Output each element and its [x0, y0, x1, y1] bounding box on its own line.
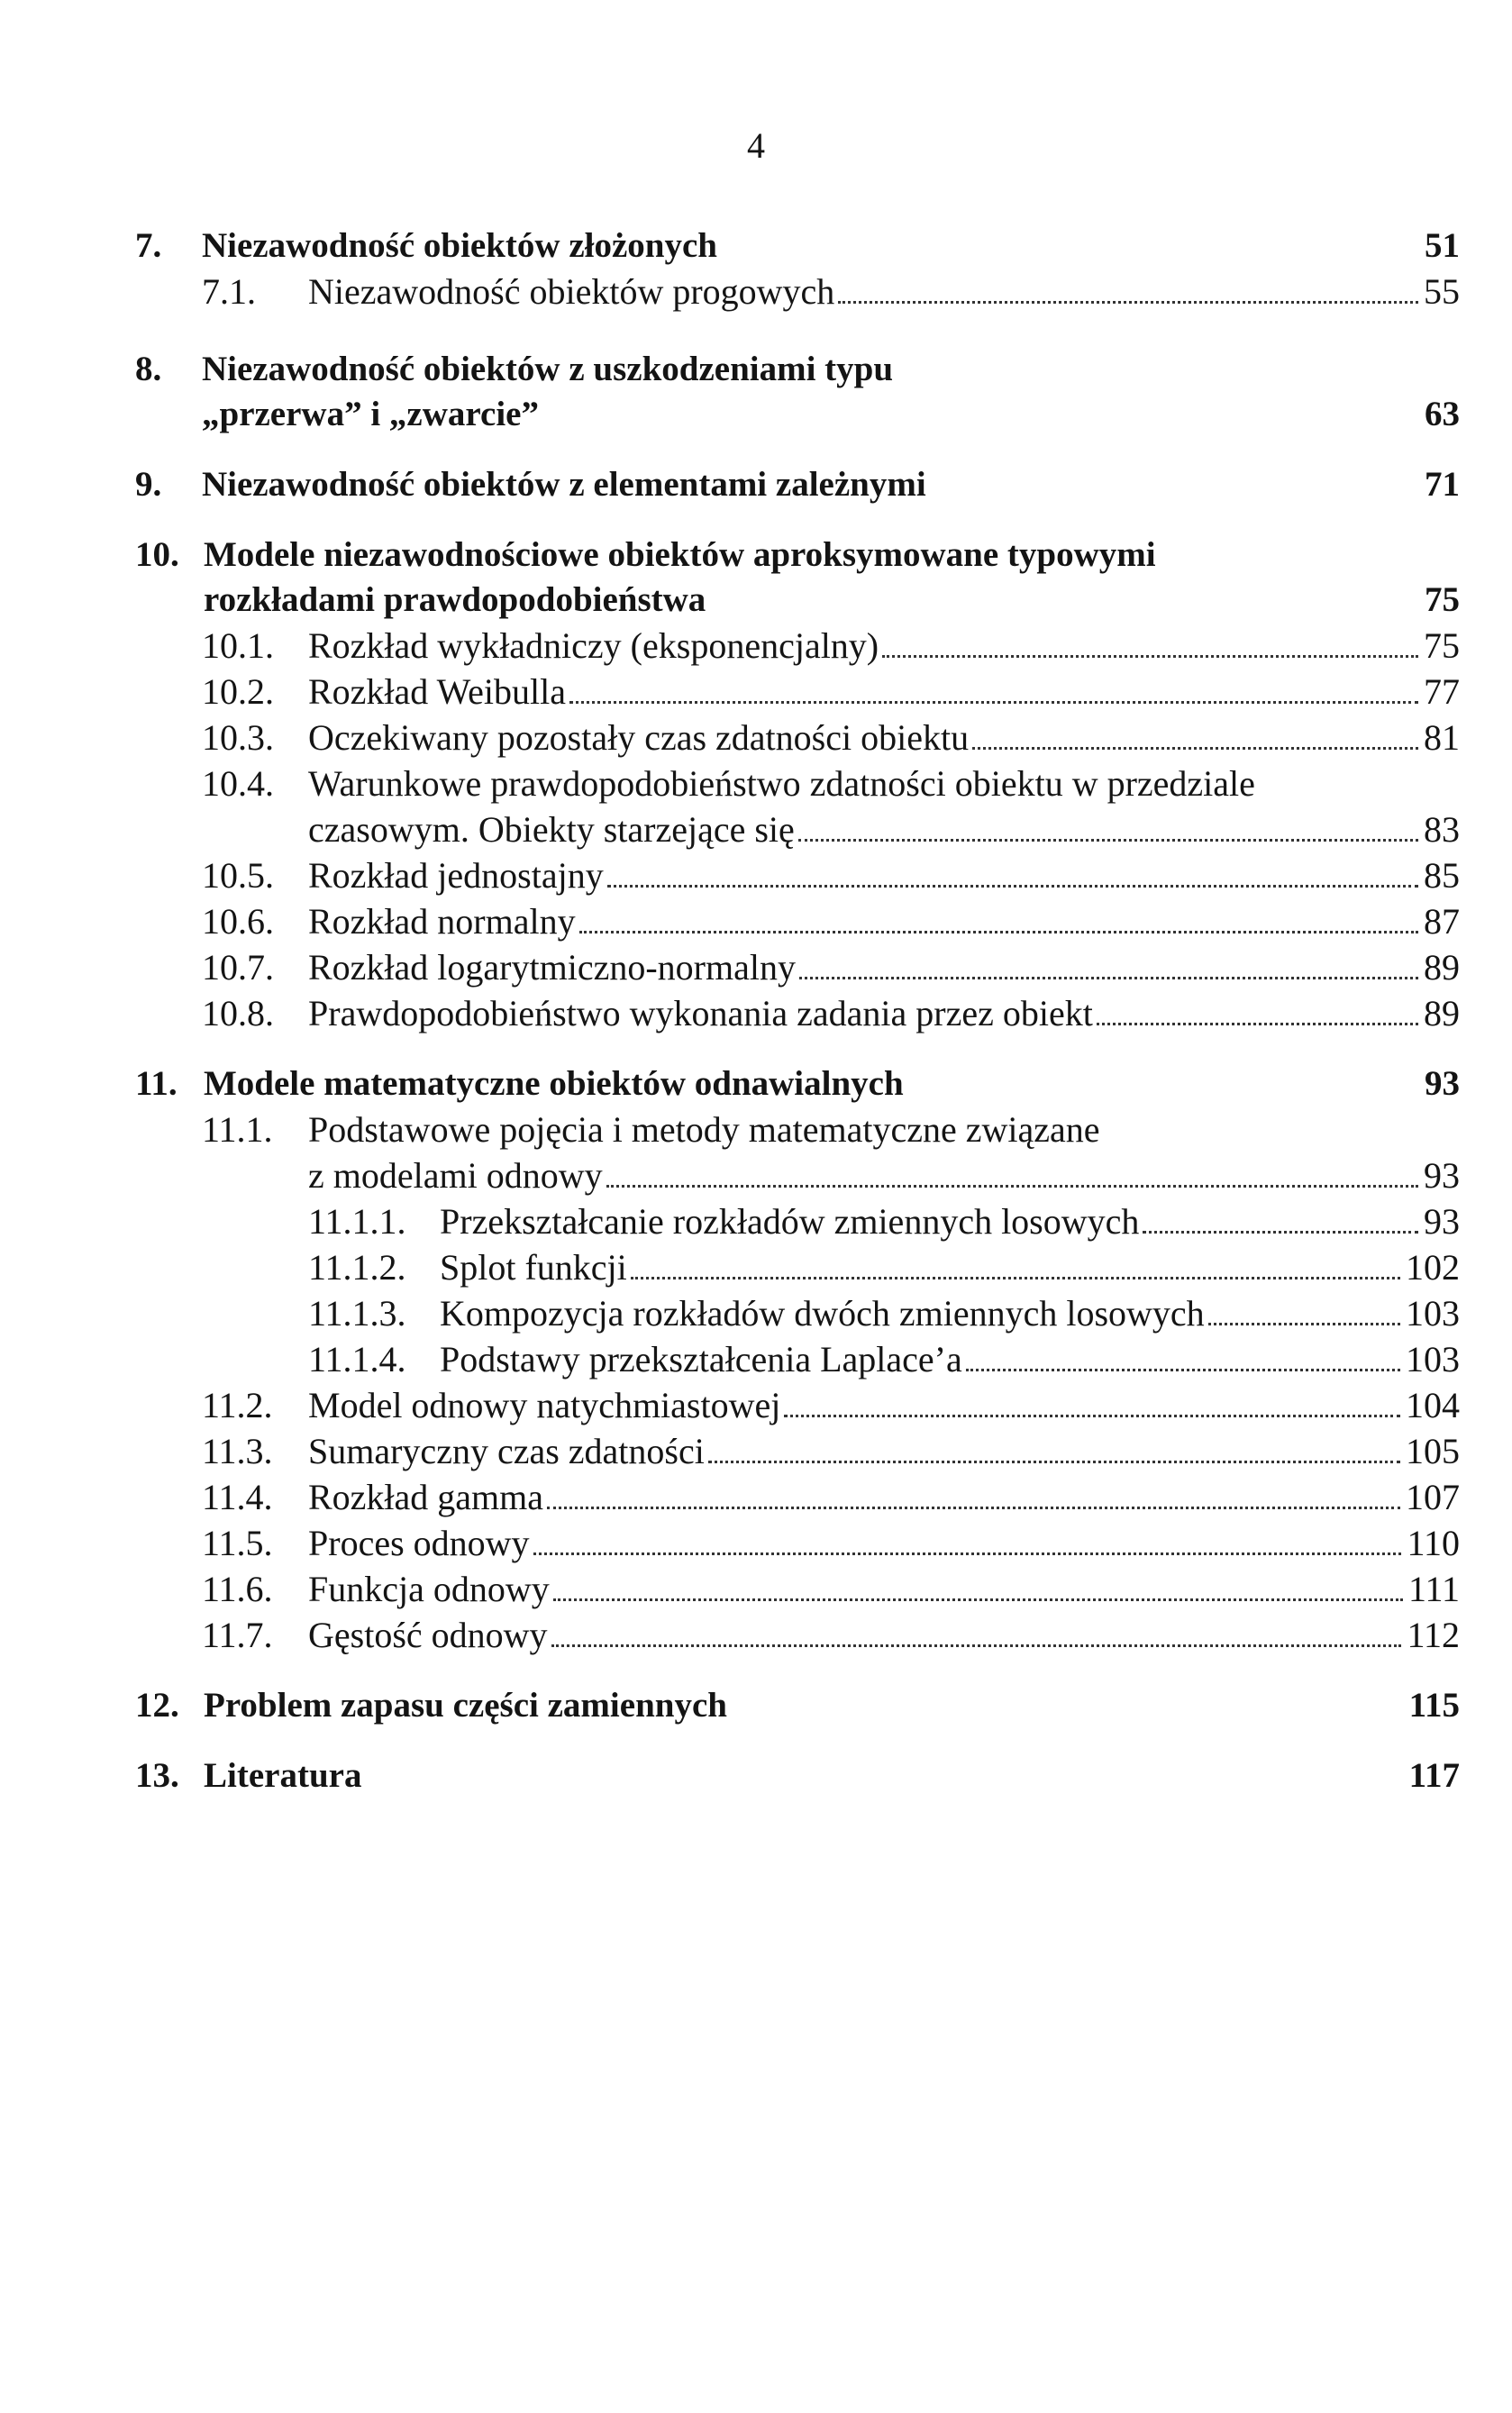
section-title: Funkcja odnowy	[308, 1569, 550, 1609]
toc-entry-11-1-1[interactable]	[135, 1198, 1460, 1244]
dot-leader	[569, 701, 1418, 704]
section-number: 10.1.	[202, 625, 274, 666]
toc-entry-10-5[interactable]	[135, 852, 1460, 898]
toc-entry-11-5[interactable]	[135, 1520, 1460, 1566]
dot-leader	[533, 1553, 1402, 1555]
toc-entry-11-1-4[interactable]	[135, 1336, 1460, 1382]
page-ref: 112	[1407, 1615, 1460, 1655]
page-ref: 71	[1425, 465, 1460, 504]
chapter-title: Niezawodność obiektów złożonych	[202, 226, 717, 265]
dot-leader	[551, 1644, 1402, 1647]
dot-leader	[631, 1277, 1400, 1279]
chapter-title	[202, 347, 1379, 437]
page-ref: 105	[1406, 1431, 1460, 1471]
section-title-continued: czasowym. Obiekty starzejące się	[308, 809, 795, 850]
dot-leader	[1097, 1023, 1418, 1025]
toc-entry-11-3[interactable]	[135, 1428, 1460, 1474]
toc-entry-7-1[interactable]	[135, 269, 1460, 314]
section-title: Rozkład Weibulla	[308, 671, 566, 712]
section-number: 11.6.	[202, 1569, 273, 1609]
section-title: Rozkład normalny	[308, 901, 576, 942]
section-title: Proces odnowy	[308, 1523, 530, 1563]
chapter-number: 12.	[135, 1686, 179, 1725]
section-number: 10.3.	[202, 717, 274, 758]
page-number: 4	[747, 125, 765, 166]
toc-entry-10-7[interactable]	[135, 944, 1460, 990]
section-title: Prawdopodobieństwo wykonania zadania przez obiekt	[308, 993, 1093, 1033]
chapter-title-line: Niezawodność obiektów z uszkodzeniami typu	[202, 350, 894, 388]
chapter-number: 13.	[135, 1756, 179, 1795]
section-title: Rozkład logarytmiczno-normalny	[308, 947, 796, 988]
page-ref: 89	[1424, 993, 1460, 1033]
page-ref: 110	[1407, 1523, 1460, 1563]
section-number: 11.3.	[202, 1431, 273, 1471]
chapter-9[interactable]	[135, 462, 1460, 507]
dot-leader	[972, 747, 1418, 750]
chapter-number: 10.	[135, 535, 179, 574]
page-ref: 103	[1406, 1339, 1460, 1380]
page-ref: 117	[1408, 1756, 1460, 1795]
section-number: 11.4.	[202, 1477, 273, 1517]
chapter-title: Problem zapasu części zamiennych	[204, 1686, 727, 1725]
chapter-8[interactable]	[135, 347, 1460, 437]
page-ref: 77	[1424, 671, 1460, 712]
section-number: 10.4.	[202, 763, 274, 804]
section-number: 10.6.	[202, 901, 274, 942]
chapter-7[interactable]	[135, 223, 1460, 269]
section-number: 11.7.	[202, 1615, 273, 1655]
chapter-title	[204, 533, 1379, 623]
page-ref: 81	[1424, 717, 1460, 758]
page-ref: 63	[1425, 395, 1460, 433]
table-of-contents	[135, 223, 1460, 1798]
section-number: 7.1.	[202, 271, 256, 312]
toc-entry-11-7[interactable]	[135, 1612, 1460, 1658]
section-title: Rozkład gamma	[308, 1477, 544, 1517]
subsection-title: Splot funkcji	[440, 1247, 627, 1288]
page-ref: 115	[1408, 1686, 1460, 1725]
section-number: 10.2.	[202, 671, 274, 712]
dot-leader	[798, 839, 1418, 842]
subsection-number: 11.1.3.	[308, 1293, 406, 1334]
chapter-title-line: Modele niezawodnościowe obiektów aproksymowane typowymi	[204, 535, 1156, 574]
section-title: Gęstość odnowy	[308, 1615, 548, 1655]
page-ref: 85	[1424, 855, 1460, 896]
chapter-number: 8.	[135, 350, 162, 388]
dot-leader	[838, 301, 1418, 304]
chapter-number: 7.	[135, 226, 162, 265]
page-ref: 75	[1424, 625, 1460, 666]
chapter-10[interactable]	[135, 533, 1460, 623]
page-ref: 55	[1424, 271, 1460, 312]
toc-entry-10-3[interactable]	[135, 715, 1460, 760]
section-number: 10.8.	[202, 993, 274, 1033]
section-number: 11.1.	[202, 1109, 273, 1150]
subsection-title: Podstawy przekształcenia Laplace’a	[440, 1339, 962, 1380]
chapter-number: 9.	[135, 465, 162, 504]
page-ref: 93	[1425, 1064, 1460, 1103]
dot-leader	[547, 1507, 1400, 1509]
chapter-title: Modele matematyczne obiektów odnawialnych	[204, 1064, 904, 1103]
dot-leader	[966, 1369, 1400, 1371]
toc-entry-10-8[interactable]	[135, 990, 1460, 1036]
page-ref: 111	[1407, 1569, 1460, 1609]
toc-entry-11-1-3[interactable]	[135, 1290, 1460, 1336]
section-number: 10.5.	[202, 855, 274, 896]
page-ref: 87	[1424, 901, 1460, 942]
chapter-11[interactable]	[135, 1061, 1460, 1106]
section-title: Warunkowe prawdopodobieństwo zdatności obiektu w przedziale	[308, 763, 1255, 804]
section-title: Model odnowy natychmiastowej	[308, 1385, 781, 1425]
section-title-continued: z modelami odnowy	[308, 1155, 603, 1196]
toc-entry-10-2[interactable]	[135, 669, 1460, 715]
page-ref: 107	[1406, 1477, 1460, 1517]
page-ref: 83	[1424, 809, 1460, 850]
chapter-12[interactable]	[135, 1683, 1460, 1728]
section-number: 11.5.	[202, 1523, 273, 1563]
toc-entry-10-6[interactable]	[135, 898, 1460, 944]
toc-entry-11-1-2[interactable]	[135, 1244, 1460, 1290]
page-ref: 89	[1424, 947, 1460, 988]
dot-leader	[1208, 1323, 1400, 1325]
subsection-title: Kompozycja rozkładów dwóch zmiennych losowych	[440, 1293, 1205, 1334]
chapter-title-line: rozkładami prawdopodobieństwa	[204, 580, 706, 619]
dot-leader	[708, 1461, 1400, 1463]
section-title: Podstawowe pojęcia i metody matematyczne związane	[308, 1109, 1100, 1150]
dot-leader	[553, 1598, 1403, 1601]
dot-leader	[882, 655, 1418, 658]
chapter-title: Literatura	[204, 1756, 362, 1795]
dot-leader	[784, 1415, 1400, 1417]
toc-entry-10-4[interactable]	[135, 760, 1460, 852]
dot-leader	[607, 885, 1418, 888]
toc-entry-10-1[interactable]	[135, 623, 1460, 669]
subsection-title: Przekształcanie rozkładów zmiennych losowych	[440, 1201, 1140, 1242]
section-title: Niezawodność obiektów progowych	[308, 271, 835, 312]
toc-entry-11-6[interactable]	[135, 1566, 1460, 1612]
chapter-title-line: „przerwa” i „zwarcie”	[202, 395, 539, 433]
section-number: 11.2.	[202, 1385, 273, 1425]
toc-entry-11-2[interactable]	[135, 1382, 1460, 1428]
page-ref: 102	[1406, 1247, 1460, 1288]
chapter-13[interactable]	[135, 1753, 1460, 1798]
chapter-title: Niezawodność obiektów z elementami zależnymi	[202, 465, 926, 504]
page-ref: 51	[1425, 226, 1460, 265]
section-title: Rozkład wykładniczy (eksponencjalny)	[308, 625, 879, 666]
page-ref: 75	[1425, 580, 1460, 619]
page-ref: 93	[1424, 1155, 1460, 1196]
toc-entry-11-4[interactable]	[135, 1474, 1460, 1520]
subsection-number: 11.1.1.	[308, 1201, 406, 1242]
subsection-number: 11.1.4.	[308, 1339, 406, 1380]
section-title: Sumaryczny czas zdatności	[308, 1431, 705, 1471]
section-title: Oczekiwany pozostały czas zdatności obiektu	[308, 717, 970, 758]
toc-entry-11-1[interactable]	[135, 1106, 1460, 1198]
page-ref: 93	[1424, 1201, 1460, 1242]
dot-leader	[606, 1185, 1418, 1188]
page-ref: 104	[1406, 1385, 1460, 1425]
page-ref: 103	[1406, 1293, 1460, 1334]
dot-leader	[799, 977, 1418, 979]
chapter-number: 11.	[135, 1064, 178, 1103]
dot-leader	[579, 931, 1418, 933]
dot-leader	[1143, 1231, 1418, 1234]
section-title: Rozkład jednostajny	[308, 855, 604, 896]
section-number: 10.7.	[202, 947, 274, 988]
subsection-number: 11.1.2.	[308, 1247, 406, 1288]
